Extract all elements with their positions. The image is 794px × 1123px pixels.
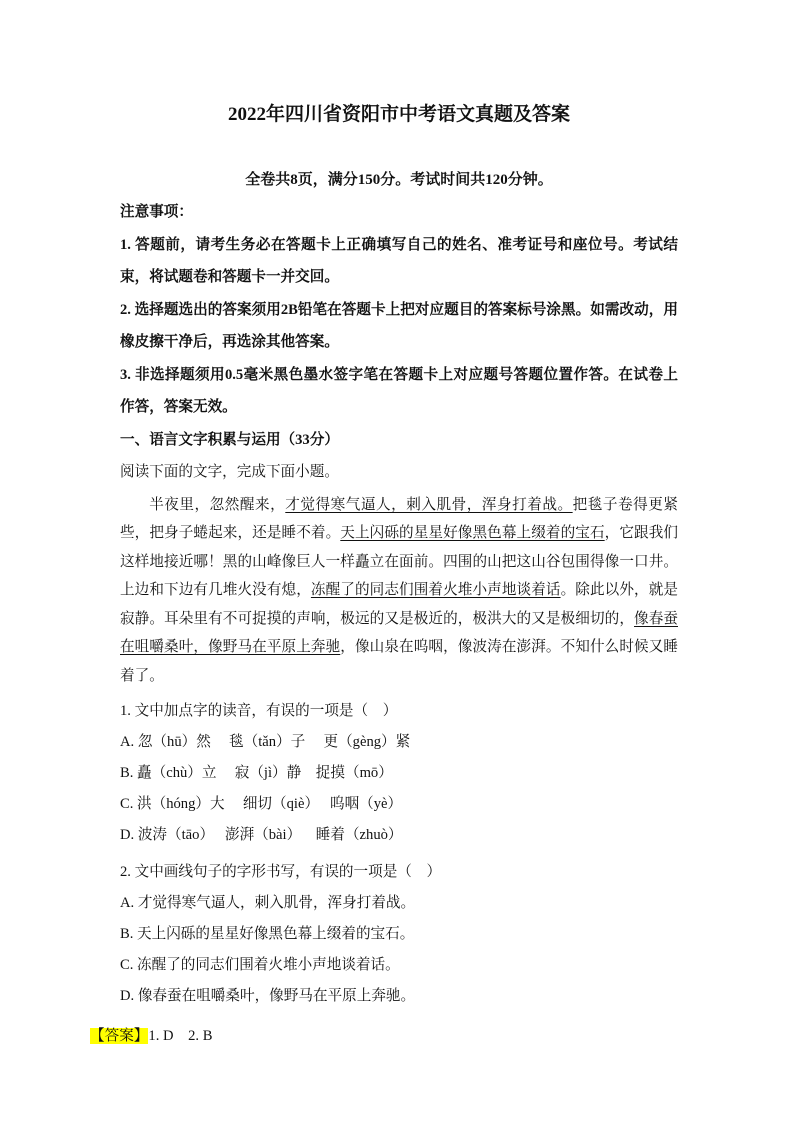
passage-underlined-segment: 冻醒了的同志们围着火堆小声地谈着话: [310, 582, 561, 598]
question-1-option-b: B. 矗（chù）立 寂（jì）静 捉摸（mō）: [120, 765, 393, 781]
question-2-option-c: C. 冻醒了的同志们围着火堆小声地谈着话。: [120, 957, 400, 973]
question-1-option-a: A. 忽（hū）然 毯（tǎn）子 更（gèng）紧: [120, 734, 411, 750]
question-1-option-c: C. 洪（hóng）大 细切（qiè） 呜咽（yè）: [120, 796, 403, 812]
question-1-stem: 1. 文中加点字的读音，有误的一项是（ ）: [120, 703, 398, 719]
reading-passage: [120, 491, 678, 691]
notice-item-1: 1. 答题前，请考生务必在答题卡上正确填写自己的姓名、准考证号和座位号。考试结束，将试题卷和答题卡一并交回。: [120, 236, 678, 285]
notice-item-3: 3. 非选择题须用0.5毫米黑色墨水签字笔在答题卡上对应题号答题位置作答。在试卷上作答，答案无效。: [120, 366, 678, 415]
exam-info-line: 全卷共8页，满分150分。考试时间共120分钟。: [245, 172, 553, 188]
question-1-option-d: D. 波涛（tāo） 澎湃（bài） 睡着（zhuò）: [120, 827, 403, 843]
passage-segment: ，它跟我们这样地接近哪！黑的山峰像巨人一样矗立在面前。四围的山把这山谷包围得像一口井。上边和下边有几堆火没有熄，: [120, 525, 678, 598]
passage-underlined-segment: 像春蚕在咀嚼桑叶，像野马在平原上奔驰: [120, 610, 678, 655]
section-heading: 一、语言文字积累与运用（33分）: [120, 431, 339, 448]
passage-segment: 。除此以外，就是寂静。耳朵里有不可捉摸的声响，极远的又是极近的，极洪大的又是极细切的，: [120, 582, 678, 627]
passage-underlined-segment: 才觉得寒气逼人，刺入肌骨，浑身打着战。: [285, 496, 573, 513]
reading-intro: 阅读下面的文字，完成下面小题。: [120, 464, 339, 480]
passage-segment: 把毯子卷得更紧些，把身子蜷起来，还是睡不着。: [120, 496, 678, 541]
answer-label-highlight: 【答案】: [90, 1028, 149, 1044]
question-2-stem: 2. 文中画线句子的字形书写，有误的一项是（ ）: [120, 864, 442, 880]
answer-values: 1. D 2. B: [148, 1028, 213, 1044]
notice-heading: 注意事项：: [120, 204, 193, 220]
document-title: 2022年四川省资阳市中考语文真题及答案: [227, 104, 570, 125]
passage-segment: ，像山泉在呜咽，像波涛在澎湃。不知什么时候又睡着了。: [120, 639, 678, 684]
answer-line: [90, 1020, 678, 1052]
passage-underlined-segment: 天上闪砾的星星好像黑色幕上缀着的宝石: [340, 525, 605, 541]
passage-segment: 半夜里，忽然醒来，: [149, 496, 286, 513]
question-2-option-b: B. 天上闪砾的星星好像黑色幕上缀着的宝石。: [120, 926, 415, 942]
question-2-option-d: D. 像春蚕在咀嚼桑叶，像野马在平原上奔驰。: [120, 988, 416, 1004]
notice-item-2: 2. 选择题选出的答案须用2B铅笔在答题卡上把对应题目的答案标号涂黑。如需改动，用橡皮擦干净后，再选涂其他答案。: [120, 301, 678, 350]
question-2-option-a: A. 才觉得寒气逼人，刺入肌骨，浑身打着战。: [120, 895, 416, 911]
